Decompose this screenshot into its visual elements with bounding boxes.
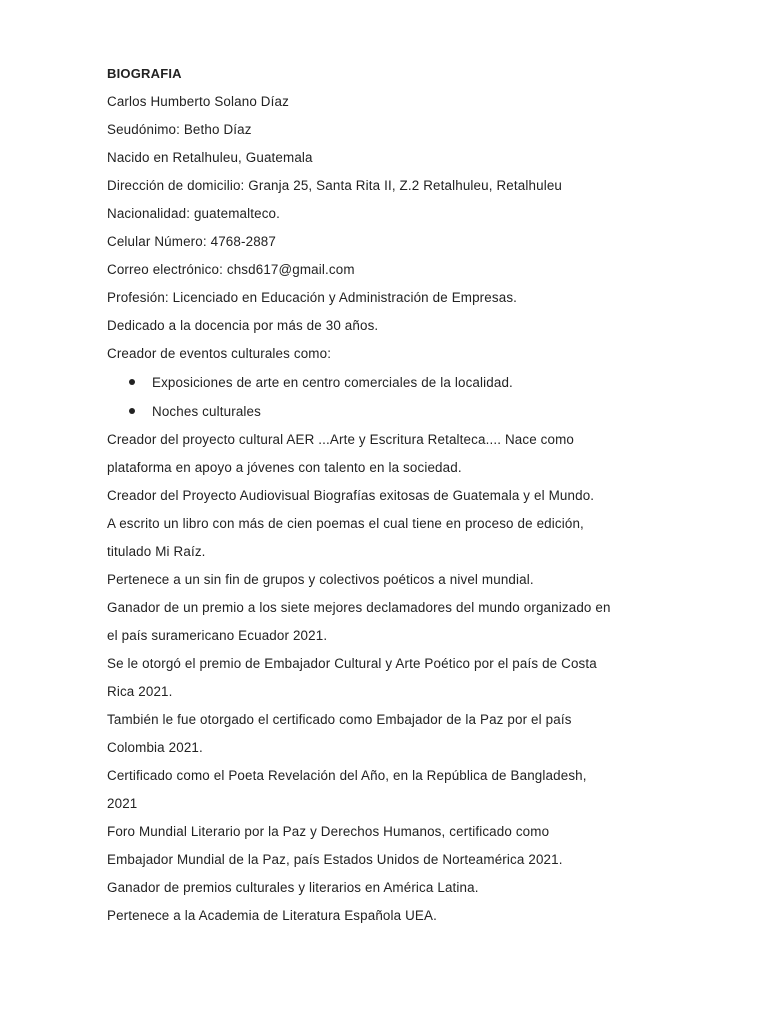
bio-line: Creador de eventos culturales como:: [107, 346, 332, 361]
list-item-label: Exposiciones de arte en centro comerciales de la localidad.: [152, 375, 513, 390]
bio-line: Nacionalidad: guatemalteco.: [107, 206, 281, 221]
bio-line: Colombia 2021.: [107, 740, 203, 755]
bio-line: Dedicado a la docencia por más de 30 años.: [107, 318, 379, 333]
bio-line: el país suramericano Ecuador 2021.: [107, 628, 328, 643]
bullet-icon: [129, 408, 135, 414]
bio-line: Certificado como el Poeta Revelación del Año, en la República de Bangladesh,: [107, 768, 587, 783]
bio-line: Celular Número: 4768-2887: [107, 234, 276, 249]
bio-lines-before-list: [107, 88, 707, 368]
bio-line: Creador del Proyecto Audiovisual Biografías exitosas de Guatemala y el Mundo.: [107, 488, 595, 503]
bio-line: Correo electrónico: chsd617@gmail.com: [107, 262, 355, 277]
list-item: [107, 397, 707, 426]
bio-line: A escrito un libro con más de cien poemas el cual tiene en proceso de edición,: [107, 516, 584, 531]
bio-line: Seudónimo: Betho Díaz: [107, 122, 252, 137]
bio-line: 2021: [107, 796, 138, 811]
bio-line: Rica 2021.: [107, 684, 173, 699]
bio-line: Pertenece a la Academia de Literatura Española UEA.: [107, 908, 437, 923]
list-item: [107, 368, 707, 397]
bio-line: titulado Mi Raíz.: [107, 544, 206, 559]
bio-line: Pertenece a un sin fin de grupos y colectivos poéticos a nivel mundial.: [107, 572, 534, 587]
list-item-label: Noches culturales: [152, 404, 261, 419]
bio-line: Creador del proyecto cultural AER ...Arte y Escritura Retalteca.... Nace como: [107, 432, 575, 447]
bullet-list: [107, 368, 707, 426]
bio-line: Ganador de un premio a los siete mejores declamadores del mundo organizado en: [107, 600, 611, 615]
bio-line: Embajador Mundial de la Paz, país Estados Unidos de Norteamérica 2021.: [107, 852, 563, 867]
bio-line: Foro Mundial Literario por la Paz y Derechos Humanos, certificado como: [107, 824, 550, 839]
bio-line: plataforma en apoyo a jóvenes con talento en la sociedad.: [107, 460, 462, 475]
bio-line: Ganador de premios culturales y literarios en América Latina.: [107, 880, 479, 895]
bio-line: Carlos Humberto Solano Díaz: [107, 94, 289, 109]
document-page: [107, 60, 707, 930]
bio-line: Se le otorgó el premio de Embajador Cultural y Arte Poético por el país de Costa: [107, 656, 597, 671]
document-title: BIOGRAFIA: [107, 66, 182, 81]
bullet-icon: [129, 379, 135, 385]
bio-line: Dirección de domicilio: Granja 25, Santa Rita II, Z.2 Retalhuleu, Retalhuleu: [107, 178, 563, 193]
bio-line: Nacido en Retalhuleu, Guatemala: [107, 150, 313, 165]
bio-lines-after-list: [107, 426, 707, 930]
bio-line: Profesión: Licenciado en Educación y Administración de Empresas.: [107, 290, 518, 305]
bio-line: También le fue otorgado el certificado como Embajador de la Paz por el país: [107, 712, 572, 727]
